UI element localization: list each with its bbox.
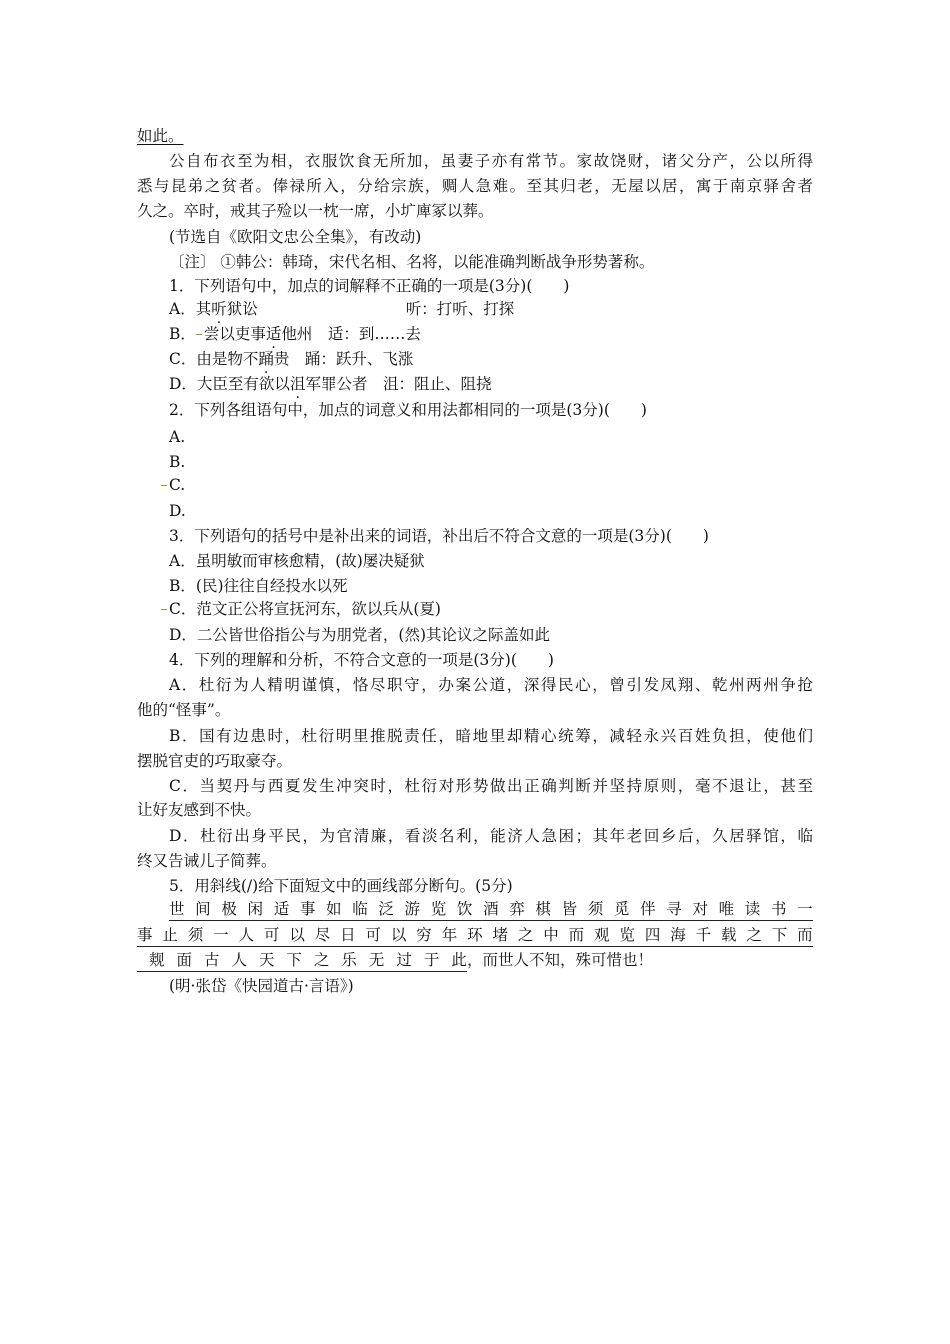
edit-mark-icon [161,479,167,486]
q1-option-d [169,373,491,395]
q1-b-prefix: B． [169,325,196,343]
q5-underlined-line-1 [169,898,813,921]
q5-char: 古 [203,951,220,969]
q5-stem: 5．用斜线(/)给下面短文中的画线部分断句。(5分) [169,877,513,895]
edit-mark-icon [196,328,202,335]
q2-option-c-label: C. [169,476,186,494]
q5-char: 载 [720,926,737,944]
q5-char: 下 [771,926,788,944]
q5-char: 尽 [314,926,331,944]
q4-option-a-line-1: A．杜衍为人精明谨慎，恪尽职守，办案公道，深得民心，曾引发凤翔、乾州两州争抢 [169,676,813,694]
q1-a-gloss: 听：打听、打探 [405,300,515,318]
q1-stem: 1．下列语句中，加点的词解释不正确的一项是(3分)( ) [169,277,570,295]
q5-char: 面 [176,951,192,969]
q5-char: 饮 [456,900,473,918]
q5-char: 觌 [149,951,165,969]
q5-char: 天 [258,951,275,969]
q5-char: 唯 [718,900,735,918]
q5-char: 间 [195,900,211,918]
q5-char: 觅 [613,900,630,918]
passage-paragraph-line-3: 久之。卒时，戒其子殓以一枕一席，小圹庳冢以葬。 [137,202,494,220]
q5-char: 适 [273,900,290,918]
q5-char: 寻 [666,900,682,918]
q3-stem: 3．下列语句的括号中是补出来的词语，补出后不符合文意的一项是(3分)( ) [169,527,709,545]
q5-char: 一 [797,900,813,918]
passage-note: 〔注〕 ①韩公：韩琦，宋代名相、名将，以能准确判断战争形势著称。 [169,253,655,271]
q5-char: 海 [670,926,686,944]
q5-char: 一 [213,926,229,944]
q1-option-a [169,298,514,320]
passage-line-0: 如此。 [137,127,184,145]
q5-char: 如 [326,900,342,918]
q5-char: 而 [568,926,585,944]
q5-char: 可 [365,926,382,944]
q4-option-b-line-1: B．国有边患时，杜衍明里推脱责任，暗地里却精心统筹，减轻永兴百姓负担，使他们 [169,727,813,745]
q5-char: 闲 [247,900,264,918]
q5-char: 此 [451,951,467,969]
q5-line-3 [137,949,653,972]
q5-char: 过 [396,951,412,969]
q5-char: 之 [313,951,330,969]
q5-char: 读 [744,900,761,918]
q5-char: 环 [467,926,483,944]
q5-char: 四 [644,926,661,944]
q5-char: 书 [770,900,787,918]
q3-option-b: B．(民)往往自经投水以死 [169,577,348,595]
q5-char: 年 [441,926,458,944]
q5-char: 游 [404,900,421,918]
q1-c-gloss: 贵 踊：跃升、飞涨 [273,350,414,368]
q4-option-c-line-1: C．当契丹与西夏发生冲突时，杜衍对形势做出正确判断并坚持原则，毫不退让，甚至 [169,777,813,795]
q2-stem: 2．下列各组语句中，加点的词意义和用法都相同的一项是(3分)( ) [169,401,647,419]
q5-char: 无 [368,951,385,969]
q4-option-d-line-2: 终又告诫儿子简葬。 [137,852,277,870]
q5-char: 须 [587,900,604,918]
q5-char: 对 [692,900,708,918]
q5-char: 皆 [561,900,578,918]
q5-char: 可 [263,926,280,944]
q5-char: 事 [299,900,316,918]
q2-option-b: B. [169,453,186,471]
passage-paragraph-line-1: 公自布衣至为相，衣服饮食无所加，虽妻子亦有常节。家故饶财，诸父分产，公以所得 [169,152,813,170]
q5-underlined-line-3 [137,949,467,972]
q5-char: 事 [137,926,153,944]
q5-char: 须 [187,926,204,944]
edit-mark-icon [161,603,167,610]
q5-char: 世 [169,900,185,918]
q5-char: 以 [289,926,305,944]
q5-char: 极 [221,900,237,918]
q5-char: 弈 [509,900,525,918]
q1-c-dotted-word: 踊 [258,350,274,368]
q5-char: 堵 [492,926,508,944]
q5-char: 中 [543,926,559,944]
q5-char: 人 [231,951,247,969]
q5-char: 人 [238,926,255,944]
q5-char: 之 [746,926,762,944]
q4-stem: 4．下列的理解和分析，不符合文意的一项是(3分)( ) [169,651,554,669]
q3-option-d: D．二公皆世俗指公与为朋党者，(然)其论议之际盖如此 [169,626,551,644]
q5-line-3-tail: ，而世人不知，殊可惜也！ [467,951,654,969]
q1-option-b [169,323,421,345]
q1-d-dotted-word: 沮 [289,375,306,393]
q5-char: 泛 [378,900,394,918]
q5-source: (明·张岱《快园道古·言语》) [169,977,354,995]
q5-char: 临 [352,900,368,918]
q1-d-text: D．大臣至有欲以 [169,375,290,393]
q5-char: 穷 [416,926,432,944]
q2-option-d: D. [169,502,186,520]
q1-a-text: 狱讼 [226,300,258,318]
q5-char: 乐 [341,951,357,969]
q1-c-text: C．由是物不 [169,350,259,368]
q5-char: 观 [594,926,610,944]
passage-source: (节选自《欧阳文忠公全集》，有改动) [169,228,422,246]
q3-option-c-text: C．范文正公将宣抚河东，欲以兵从(夏) [169,600,441,618]
q5-underlined-line-2 [137,924,813,947]
q5-char: 览 [430,900,447,918]
q5-char: 止 [162,926,178,944]
q5-char: 千 [695,926,712,944]
q5-char: 棋 [535,900,551,918]
q5-char: 下 [286,951,302,969]
q4-option-d-line-1: D．杜衍出身平民，为官清廉，看淡名利，能济人急困；其年老回乡后，久居驿馆，临 [169,827,813,845]
q5-char: 于 [423,951,440,969]
q5-char: 以 [390,926,407,944]
q5-char: 而 [797,926,813,944]
q5-char: 日 [340,926,356,944]
q5-char: 之 [517,926,534,944]
q3-option-a: A．虽明敏而审核愈精，(故)屡决疑狱 [169,552,425,570]
q1-a-dotted-word: 听 [211,300,227,318]
q2-option-a: A. [169,428,186,446]
q1-a-prefix: A．其 [169,300,212,318]
q1-b-gloss: 他州 适：到……去 [281,325,421,343]
q1-b-dotted-word: 适 [265,325,282,343]
q4-option-a-line-2: 他的“怪事”。 [137,701,231,719]
q5-char: 酒 [483,900,499,918]
q5-char: 伴 [640,900,656,918]
q1-b-text: 尝以吏事 [203,325,266,343]
q4-option-c-line-2: 让好友感到不快。 [137,801,262,819]
q5-char: 览 [619,926,635,944]
q2-option-c [169,474,185,496]
passage-paragraph-line-2: 悉与昆弟之贫者。俸禄所入，分给宗族，赒人急难。至其归老，无屋以居，寓于南京驿舍者 [137,177,813,195]
q4-option-b-line-2: 摆脱官吏的巧取豪夺。 [137,752,293,770]
q1-d-gloss: 军罪公者 沮：阻止、阻挠 [305,375,492,393]
q1-option-c [169,348,413,370]
q3-option-c [169,598,441,620]
